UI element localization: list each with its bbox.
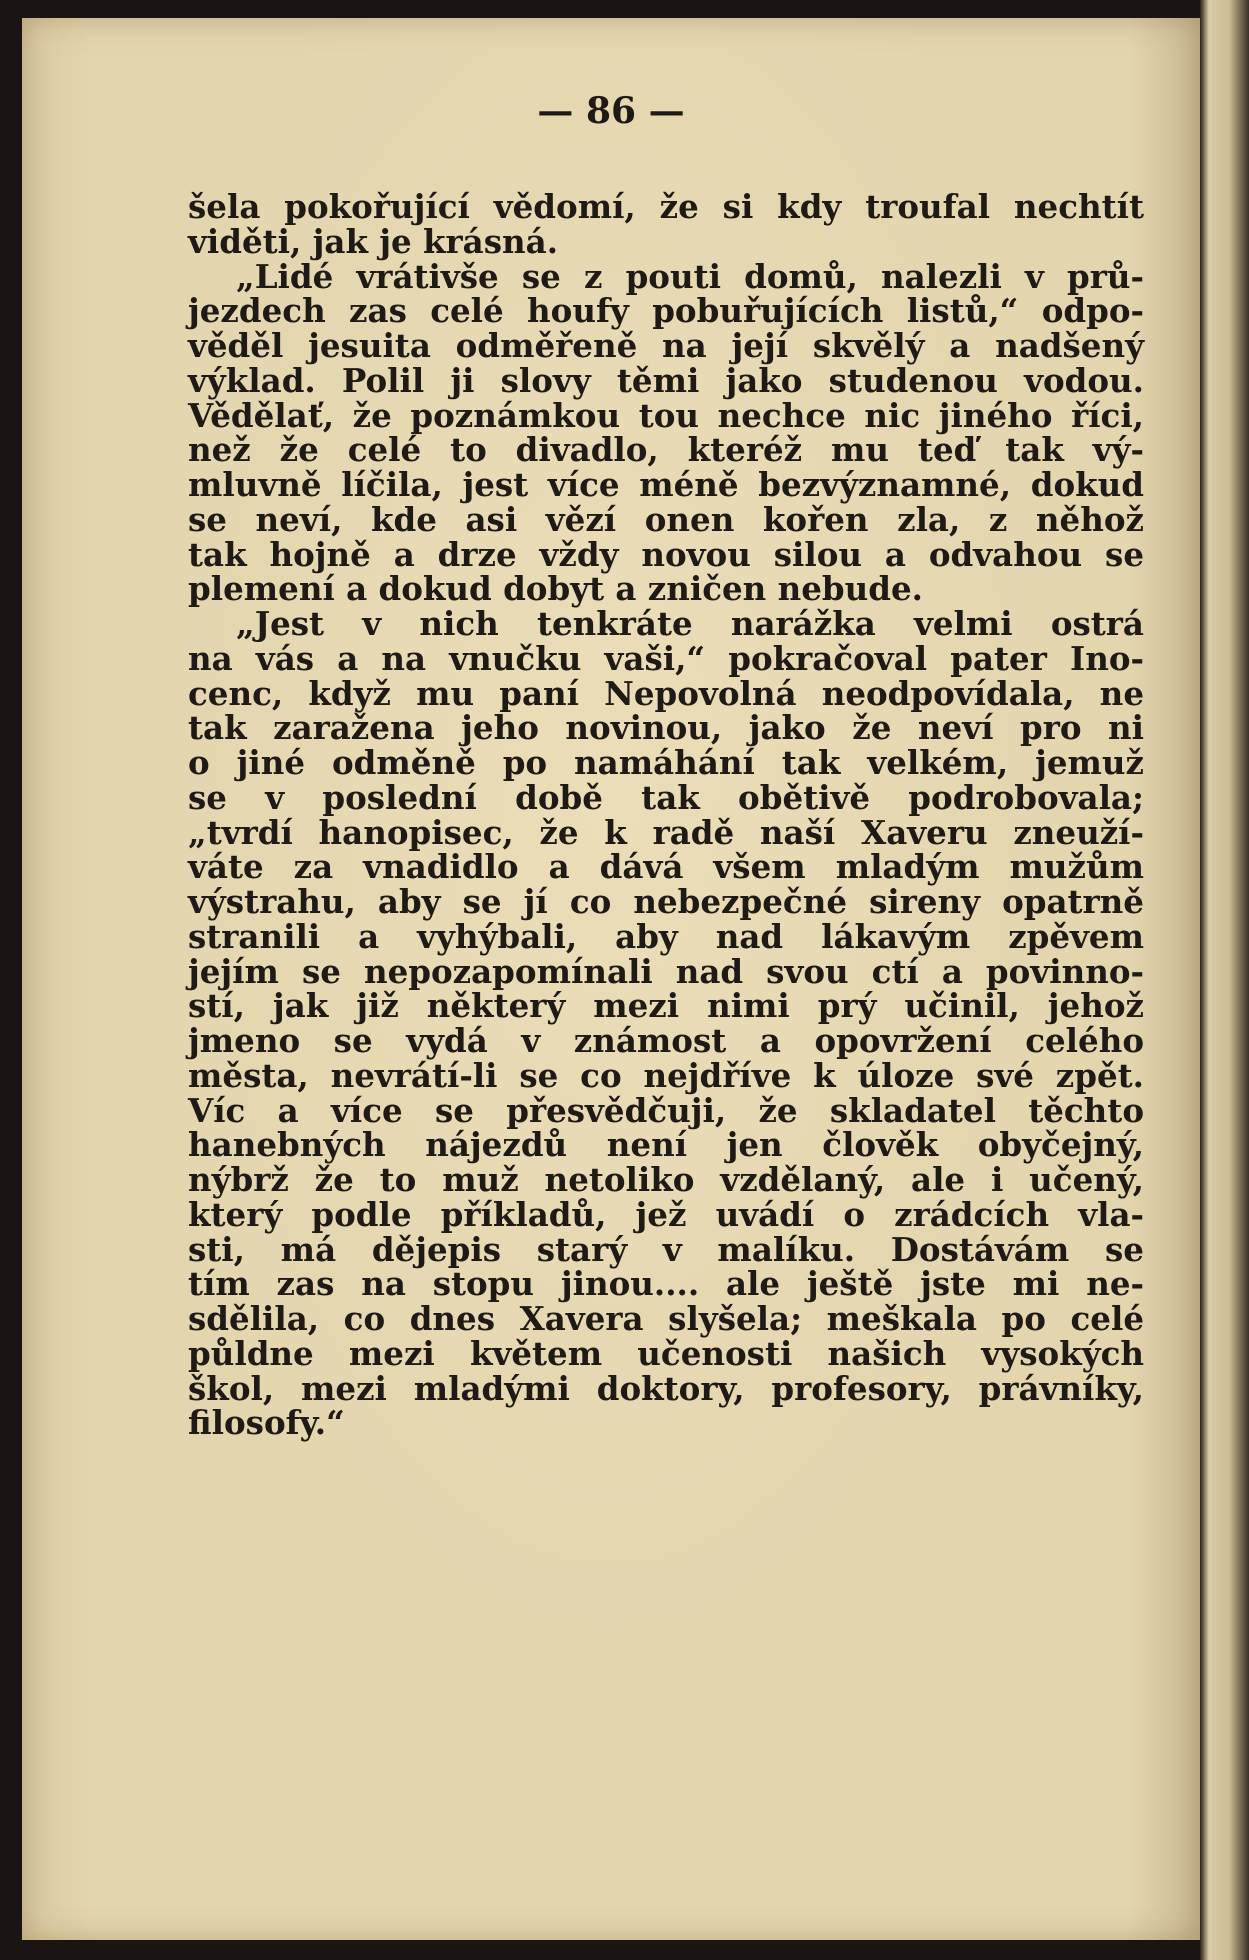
text-line: hanebných nájezdů není jen člověk obyčejný, xyxy=(188,1125,1144,1165)
book-page xyxy=(22,18,1200,1940)
text-line: jmeno se vydá v známost a opovržení celého xyxy=(188,1021,1144,1060)
text-line: Víc a více se přesvědčuji, že skladatel těchto xyxy=(188,1090,1144,1130)
text-line: sdělila, co dnes Xavera slyšela; meškala po celé xyxy=(188,1299,1144,1338)
text-line: na vás a na vnučku vaši,“ pokračoval pater Ino- xyxy=(188,638,1144,678)
book-binding-edge xyxy=(1200,0,1249,1960)
page-number: — 86 — xyxy=(537,90,685,132)
text-line: o jiné odměně po namáhání tak velkém, jemuž xyxy=(188,743,1144,782)
text-line: půldne mezi květem učenosti našich vysokých xyxy=(188,1333,1144,1373)
text-line: „tvrdí hanopisec, že k radě naší Xaveru zneuží- xyxy=(188,812,1144,852)
text-line: stí, jak již některý mezi nimi prý učinil, jehož xyxy=(188,986,1144,1026)
text-line: jezdech zas celé houfy pobuřujících listů,“ odpo- xyxy=(188,291,1144,331)
text-line: než že celé to divadlo, kteréž mu teď tak vý- xyxy=(188,430,1144,470)
text-line: cenc, když mu paní Nepovolná neodpovídala, ne xyxy=(188,673,1144,713)
text-line: „Jest v nich tenkráte narážka velmi ostrá xyxy=(236,604,1144,643)
text-line: plemení a dokud dobyt a zničen nebude. xyxy=(188,569,923,609)
text-line: mluvně líčila, jest více méně bezvýznamné, dokud xyxy=(188,465,1144,504)
text-line: „Lidé vrátivše se z pouti domů, nalezli v prů- xyxy=(236,256,1144,296)
body-text xyxy=(188,187,1144,1443)
text-line: šela pokořující vědomí, že si kdy troufal nechtít xyxy=(188,187,1144,226)
text-line: viděti, jak je krásná. xyxy=(188,221,559,261)
text-line: škol, mezi mladými doktory, profesory, právníky, xyxy=(188,1368,1144,1408)
text-line: se v poslední době tak obětivě podrobovala; xyxy=(188,777,1144,817)
text-line: který podle příkladů, jež uvádí o zrádcích vla- xyxy=(188,1194,1144,1234)
text-line: nýbrž že to muž netoliko vzdělaný, ale i učený, xyxy=(188,1160,1144,1199)
text-line: tak zaražena jeho novinou, jako že neví pro ni xyxy=(188,708,1144,748)
text-line: sti, má dějepis starý v malíku. Dostávám se xyxy=(188,1229,1144,1269)
text-line: města, nevrátí-li se co nejdříve k úloze své zpět. xyxy=(188,1055,1144,1095)
text-line: se neví, kde asi vězí onen kořen zla, z něhož xyxy=(188,499,1144,539)
text-line: Vědělať, že poznámkou tou nechce nic jiného říci, xyxy=(188,395,1144,435)
text-line: váte za vnadidlo a dává všem mladým mužům xyxy=(188,847,1144,887)
text-line: výklad. Polil ji slovy těmi jako studenou vodou. xyxy=(188,360,1144,400)
text-line: věděl jesuita odměřeně na její skvělý a nadšený xyxy=(188,326,1144,365)
text-line: tak hojně a drze vždy novou silou a odvahou se xyxy=(188,534,1144,574)
text-line: výstrahu, aby se jí co nebezpečné sireny opatrně xyxy=(188,882,1144,921)
text-line: filosofy.“ xyxy=(188,1403,345,1443)
text-line: jejím se nepozapomínali nad svou ctí a povinno- xyxy=(188,951,1144,991)
text-line: stranili a vyhýbali, aby nad lákavým zpěvem xyxy=(188,916,1144,956)
text-line: tím zas na stopu jinou.... ale ještě jste mi ne- xyxy=(188,1264,1144,1304)
